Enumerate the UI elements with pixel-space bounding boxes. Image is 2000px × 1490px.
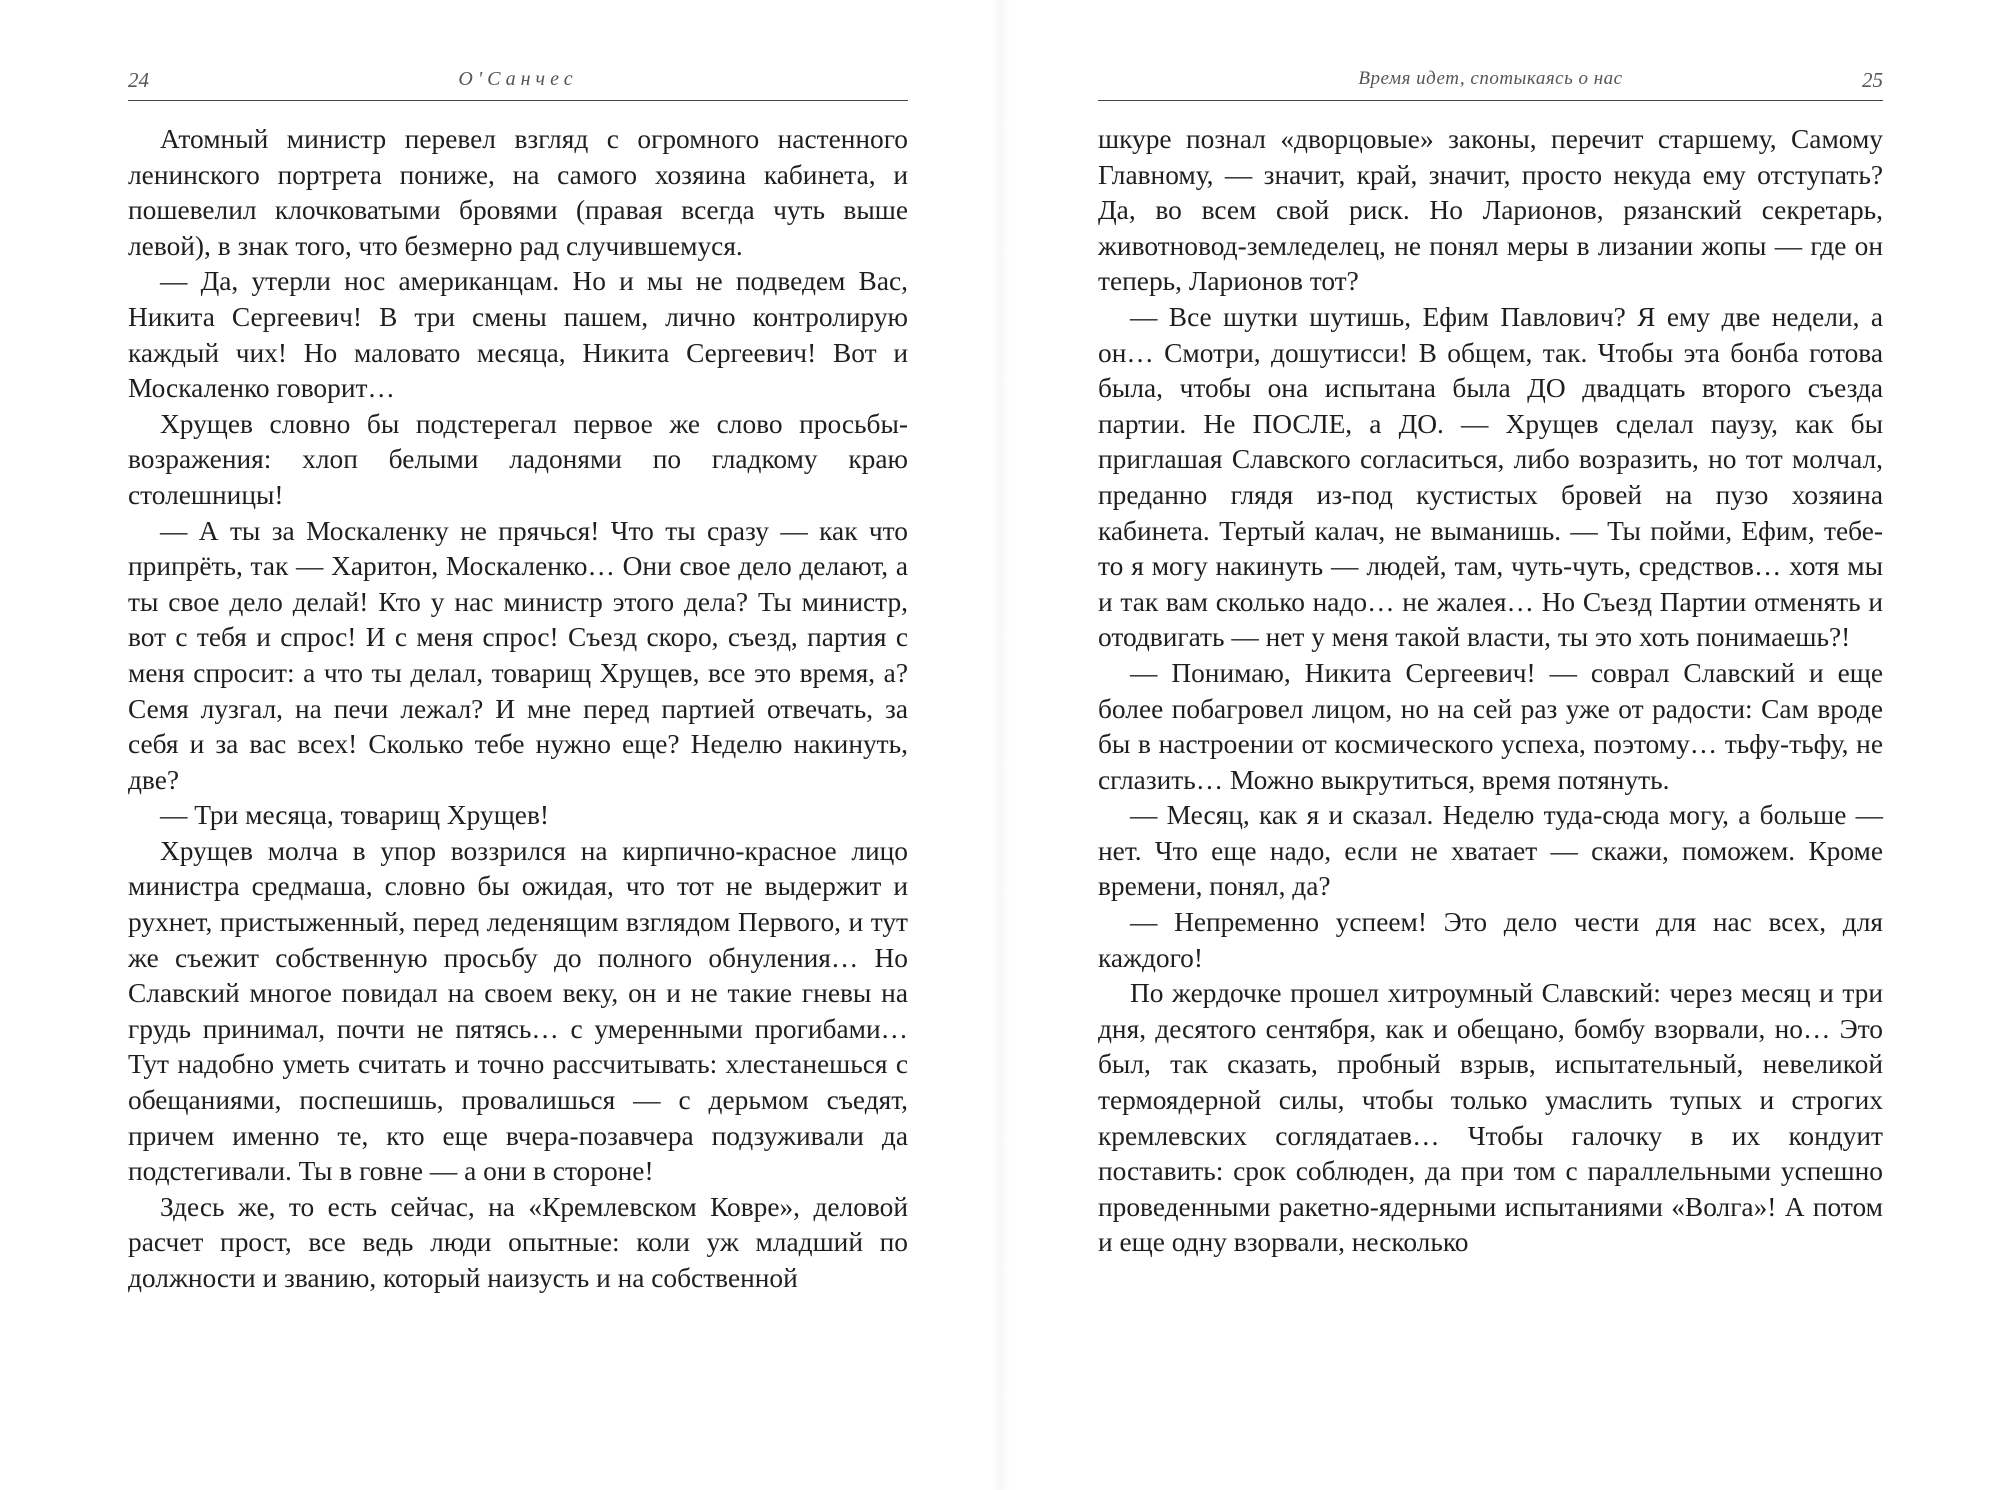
left-running-head (128, 68, 908, 104)
right-running-title: Время идет, спотыкаясь о нас (1358, 68, 1623, 89)
paragraph: — А ты за Москаленку не прячься! Что ты сразу — как что припрёть, так — Харитон, Москаленко… Они свое дело делают, а ты свое дело делай! Кто у нас министр этого дела? Ты министр, вот с тебя и спрос! И с меня спрос! Съезд скоро, съезд, партия с меня спросит: а что ты делал, товарищ Хрущев, все это время, а? Семя лузгал, на печи лежал? И мне перед партией отвечать, за себя и за вас всех! Сколько тебе нужно еще? Неделю накинуть, две? (128, 515, 908, 795)
paragraph: — Непременно успеем! Это дело чести для нас всех, для каждого! (1098, 907, 1883, 973)
left-page-number: 24 (128, 68, 149, 92)
paragraph: Хрущев молча в упор воззрился на кирпично-красное лицо министра средмаша, словно бы ожидая, что тот не выдержит и рухнет, пристыженный, перед леденящим взглядом Первого, и тут же съежит собственную просьбу до полного обнуления… Но Славский многое повидал на своем веку, он и не такие гневы на грудь принимал, почти не пятясь… с умеренными прогибами… Тут надобно уметь считать и точно рассчитывать: хлестанешься с обещаниями, поспешишь, провалишься — с дерьмом съедят, причем именно те, кто еще вчера-позавчера подзуживали да подстегивали. Ты в говне — а они в стороне! (128, 835, 908, 1187)
left-running-title: О'Санчес (458, 68, 578, 90)
paragraph: — Три месяца, товарищ Хрущев! (160, 800, 550, 831)
paragraph: — Все шутки шутишь, Ефим Павлович? Я ему две недели, а он… Смотри, дошутисси! В общем, так. Чтобы эта бонба готова была, чтобы она испытана была ДО двадцать второго съезда партии. Не ПОСЛЕ, а ДО. — Хрущев сделал паузу, как бы приглашая Славского согласиться, либо возразить, но тот молчал, преданно глядя из-под кустистых бровей на пузо хозяина кабинета. Тертый калач, не выманишь. — Ты пойми, Ефим, тебе-то я могу накинуть — людей, там, чуть-чуть, средствов… хотя мы и так вам сколько надо… не жалея… Но Съезд Партии отменять и отодвигать — нет у меня такой власти, ты это хоть понимаешь?! (1098, 301, 1883, 653)
paragraph: — Понимаю, Никита Сергеевич! — соврал Славский и еще более побагровел лицом, но на сей раз уже от радости: Сам вроде бы в настроении от космического успеха, поэтому… тьфу-тьфу, не сглазить… Можно выкрутиться, время потянуть. (1098, 657, 1883, 795)
paragraph: — Месяц, как я и сказал. Неделю туда-сюда могу, а больше — нет. Что еще надо, если не хватает — скажи, поможем. Кроме времени, понял, да? (1098, 800, 1883, 902)
left-body-text (128, 122, 908, 1297)
paragraph: Хрущев словно бы подстерегал первое же слово просьбы-возражения: хлоп белыми ладонями по гладкому краю столешницы! (128, 408, 908, 510)
paragraph: — Да, утерли нос американцам. Но и мы не подведем Вас, Никита Сергеевич! В три смены пашем, лично контролирую каждый чих! Но маловато месяца, Никита Сергеевич! Вот и Москаленко говорит… (128, 266, 908, 404)
paragraph: Здесь же, то есть сейчас, на «Кремлевском Ковре», деловой расчет прост, все ведь люди опытные: коли уж младший по должности и званию, который наизусть и на собственной (128, 1191, 908, 1293)
book-gutter (990, 0, 1010, 1490)
left-header-rule (128, 100, 908, 101)
right-header-rule (1098, 100, 1883, 101)
right-running-head (1098, 68, 1883, 104)
right-page-number: 25 (1862, 68, 1883, 92)
right-body-text (1098, 122, 1883, 1261)
paragraph: Атомный министр перевел взгляд с огромного настенного ленинского портрета пониже, на самого хозяина кабинета, и пошевелил клочковатыми бровями (правая всегда чуть выше левой), в знак того, что безмерно рад случившемуся. (128, 124, 908, 261)
paragraph: По жердочке прошел хитроумный Славский: через месяц и три дня, десятого сентября, как и обещано, бомбу взорвали, но… Это был, так сказать, пробный взрыв, испытательный, невеликой термоядерной силы, чтобы только умаслить тупых и строгих кремлевских соглядатаев… Чтобы галочку в их кондуит поставить: срок соблюден, да при том с параллельными успешно проведенными ракетно-ядерными испытаниями «Волга»! А потом и еще одну взорвали, несколько (1098, 978, 1883, 1258)
paragraph: шкуре познал «дворцовые» законы, перечит старшему, Самому Главному, — значит, край, значит, просто некуда ему отступать? Да, во всем свой риск. Но Ларионов, рязанский секретарь, животновод-земледелец, не понял меры в лизании жопы — где он теперь, Ларионов тот? (1098, 124, 1883, 297)
right-page (1098, 0, 1883, 1490)
left-page (128, 0, 908, 1490)
